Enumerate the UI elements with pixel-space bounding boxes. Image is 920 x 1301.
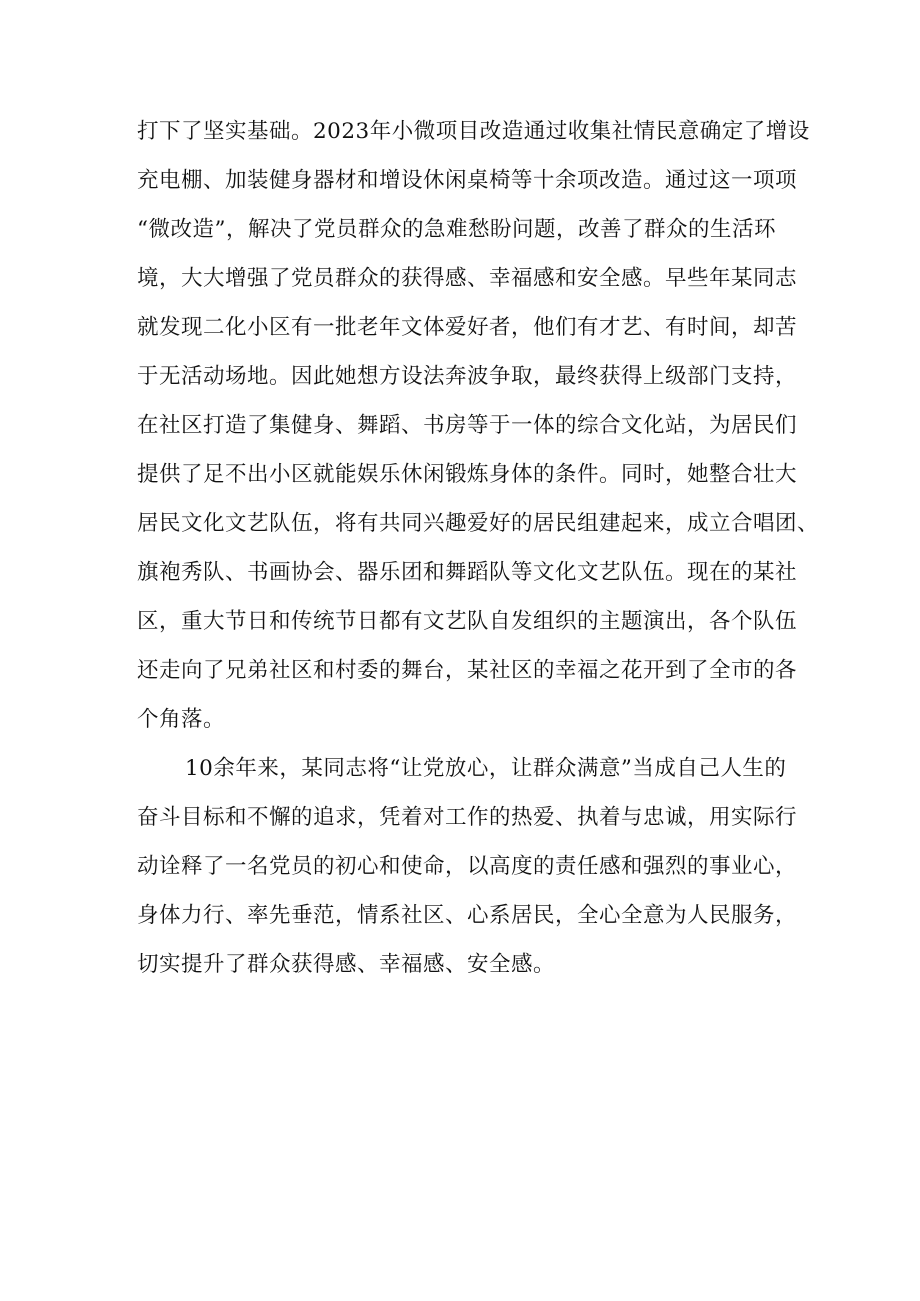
text-line: 10余年来，某同志将“让党放心，让群众满意”当成自己人生的: [185, 756, 787, 781]
text-line: 奋斗目标和不懈的追求，凭着对工作的热爱、执着与忠诚，用实际行: [137, 805, 798, 830]
text-line: 居民文化文艺队伍，将有共同兴趣爱好的居民组建起来，成立合唱团、: [137, 511, 820, 536]
text-line: 区，重大节日和传统节日都有文艺队自发组织的主题演出，各个队伍: [137, 609, 798, 634]
text-line: 境，大大增强了党员群众的获得感、幸福感和安全感。早些年某同志: [137, 266, 798, 291]
text-line: “微改造”，解决了党员群众的急难愁盼问题，改善了群众的生活环: [137, 217, 776, 242]
text-line: 打下了坚实基础。2023年小微项目改造通过收集社情民意确定了增设: [137, 119, 810, 144]
text-line: 切实提升了群众获得感、幸福感、安全感。: [137, 952, 556, 977]
text-line: 个角落。: [137, 707, 226, 732]
text-line: 提供了足不出小区就能娱乐休闲锻炼身体的条件。同时，她整合壮大: [137, 462, 798, 487]
text-line: 充电棚、加装健身器材和增设休闲桌椅等十余项改造。通过这一项项: [137, 168, 798, 193]
text-line: 还走向了兄弟社区和村委的舞台，某社区的幸福之花开到了全市的各: [137, 658, 798, 683]
text-line: 于无活动场地。因此她想方设法奔波争取，最终获得上级部门支持，: [137, 364, 798, 389]
text-line: 就发现二化小区有一批老年文体爱好者，他们有才艺、有时间，却苦: [137, 315, 798, 340]
text-line: 在社区打造了集健身、舞蹈、书房等于一体的综合文化站，为居民们: [137, 413, 798, 438]
text-line: 身体力行、率先垂范，情系社区、心系居民，全心全意为人民服务，: [137, 903, 798, 928]
text-line: 旗袍秀队、书画协会、器乐团和舞蹈队等文化文艺队伍。现在的某社: [137, 560, 798, 585]
text-line: 动诠释了一名党员的初心和使命，以高度的责任感和强烈的事业心，: [137, 854, 798, 879]
